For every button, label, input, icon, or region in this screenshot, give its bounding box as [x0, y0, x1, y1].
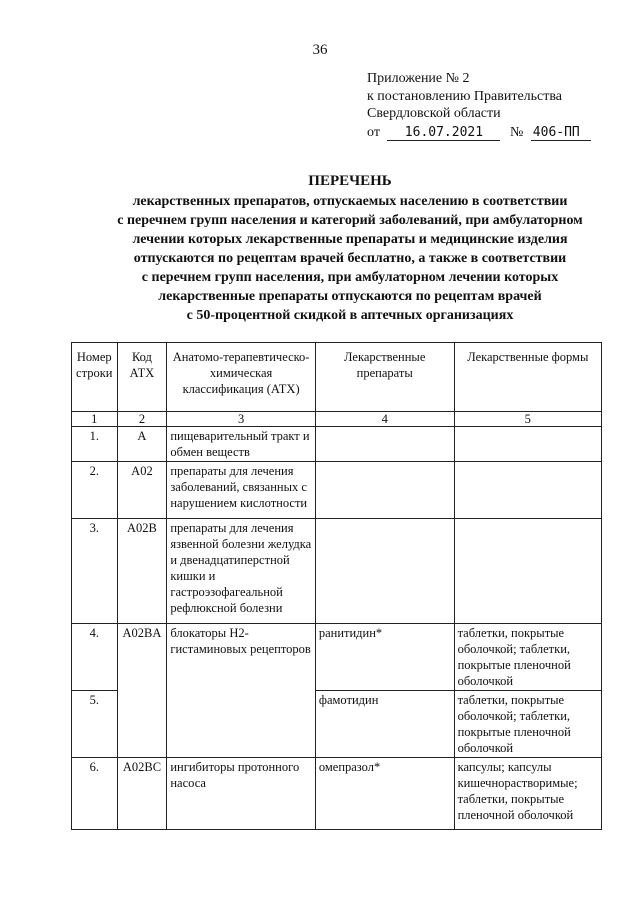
title-line: лекарственных препаратов, отпускаемых населению в соответствии [132, 194, 568, 209]
drug-name [315, 519, 454, 624]
number-value: 406-ПП [531, 126, 591, 141]
table-row [72, 519, 602, 624]
dosage-forms: капсулы; капсулы кишечнорастворимые; таблетки, покрытые пленочной оболочкой [454, 758, 601, 830]
column-number: 5 [454, 412, 601, 427]
drug-name: ранитидин* [315, 624, 454, 691]
document-title-block [60, 172, 640, 325]
date-value: 16.07.2021 [387, 126, 500, 141]
row-number: 4. [72, 624, 118, 691]
dosage-forms [454, 427, 601, 462]
row-number: 6. [72, 758, 118, 830]
appendix-date-line [367, 124, 591, 142]
dosage-forms [454, 519, 601, 624]
title-line: лекарственные препараты отпускаются по рецептам врачей [158, 289, 542, 304]
column-number: 1 [72, 412, 118, 427]
header-atc-code: Код АТХ [117, 343, 167, 412]
atc-classification: пищеварительный тракт и обмен веществ [167, 427, 315, 462]
header-atc-classification: Анатомо-терапевтическо-химическая классификация (АТХ) [167, 343, 315, 412]
drug-list-table [71, 342, 602, 830]
dosage-forms [454, 462, 601, 519]
dosage-forms: таблетки, покрытые оболочкой; таблетки, покрытые пленочной оболочкой [454, 624, 601, 691]
column-number-row [72, 412, 602, 427]
atc-code: A02B [117, 519, 167, 624]
appendix-line-3: Свердловской области [367, 106, 501, 121]
table-row [72, 758, 602, 830]
atc-classification: препараты для лечения язвенной болезни желудка и двенадцатиперстной кишки и гастроэзофагеальной рефлюксной болезни [167, 519, 315, 624]
title-line: с 50-процентной скидкой в аптечных организациях [186, 308, 514, 323]
atc-code: A02 [117, 462, 167, 519]
date-prefix: от [367, 124, 380, 140]
column-number: 2 [117, 412, 167, 427]
row-number: 5. [72, 691, 118, 758]
atc-code: A02BA [117, 624, 167, 758]
row-number: 2. [72, 462, 118, 519]
atc-classification: ингибиторы протонного насоса [167, 758, 315, 830]
title-line: с перечнем групп населения, при амбулаторном лечении которых [141, 270, 559, 285]
document-title: ПЕРЕЧЕНЬ [308, 173, 392, 189]
title-line: отпускаются по рецептам врачей бесплатно, а также в соответствии [133, 251, 567, 266]
appendix-line-1: Приложение № 2 [367, 71, 470, 86]
atc-code: A02BC [117, 758, 167, 830]
dosage-forms: таблетки, покрытые оболочкой; таблетки, покрытые пленочной оболочкой [454, 691, 601, 758]
atc-code: A [117, 427, 167, 462]
title-line: лечении которых лекарственные препараты и медицинские изделия [132, 232, 568, 247]
atc-classification: препараты для лечения заболеваний, связанных с нарушением кислотности [167, 462, 315, 519]
column-number: 3 [167, 412, 315, 427]
number-prefix: № [509, 124, 524, 140]
drug-name: омепразол* [315, 758, 454, 830]
table-header-row [72, 343, 602, 412]
atc-classification: блокаторы H2-гистаминовых рецепторов [167, 624, 315, 758]
row-number: 1. [72, 427, 118, 462]
appendix-header [367, 70, 591, 141]
drug-name [315, 427, 454, 462]
drug-name [315, 462, 454, 519]
title-line: с перечнем групп населения и категорий заболеваний, при амбулаторном [117, 213, 583, 228]
table-row [72, 427, 602, 462]
table-row [72, 462, 602, 519]
table-row [72, 624, 602, 691]
drug-name: фамотидин [315, 691, 454, 758]
header-drugs: Лекарственные препараты [315, 343, 454, 412]
row-number: 3. [72, 519, 118, 624]
page-number: 36 [312, 42, 328, 58]
header-row-number: Номер строки [72, 343, 118, 412]
appendix-line-2: к постановлению Правительства [367, 88, 563, 104]
header-dosage-forms: Лекарственные формы [454, 343, 601, 412]
column-number: 4 [315, 412, 454, 427]
